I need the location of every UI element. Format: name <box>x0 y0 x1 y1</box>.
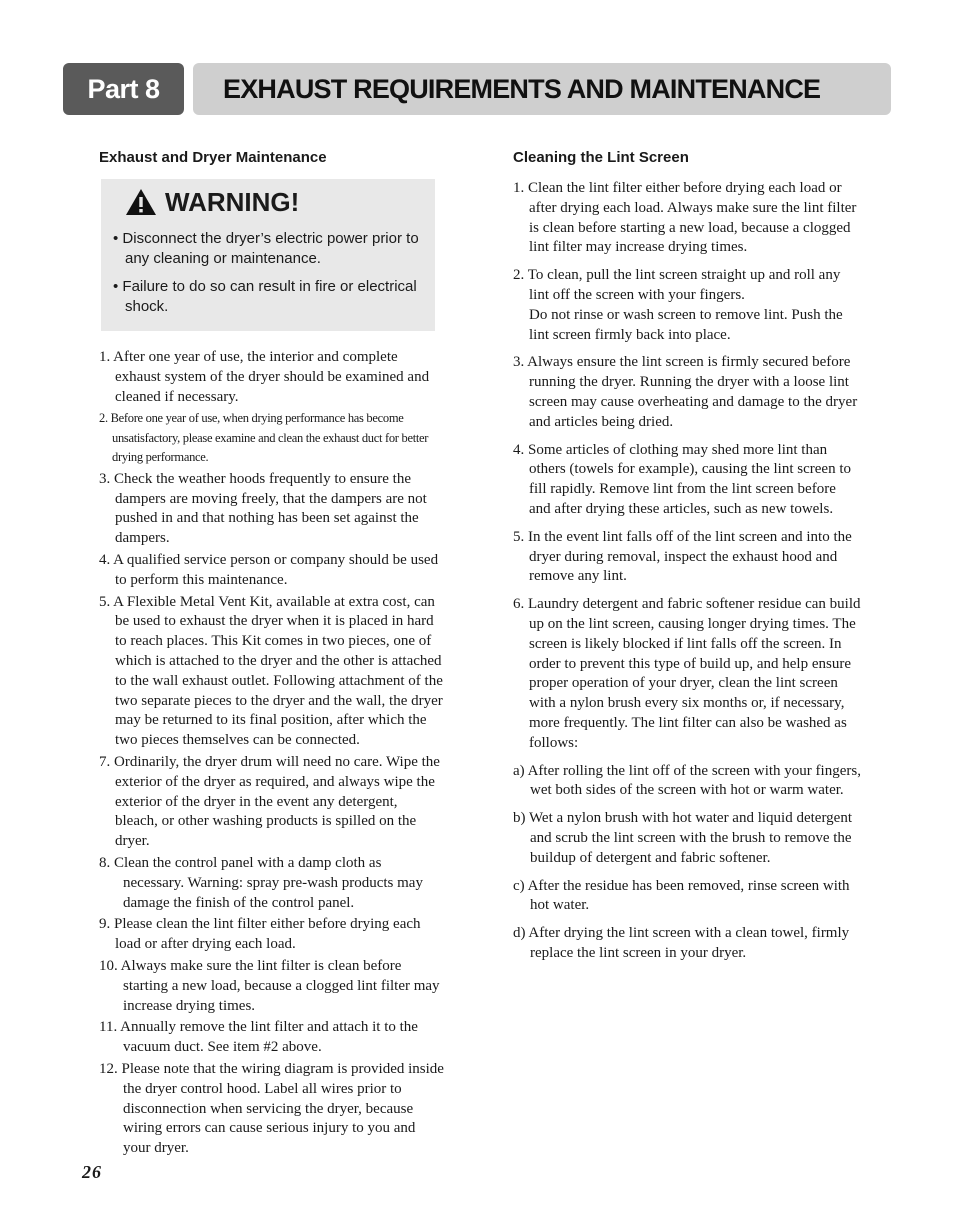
left-column <box>99 148 444 1161</box>
list-item: 9. Please clean the lint filter either before drying each load or after drying each load. <box>99 916 421 953</box>
list-item: 8. Clean the control panel with a damp cloth as necessary. Warning: spray pre-wash products may damage the finish of the control panel. <box>99 855 423 911</box>
page-title: EXHAUST REQUIREMENTS AND MAINTENANCE <box>193 63 891 115</box>
list-item: d) After drying the lint screen with a clean towel, firmly replace the lint screen in your dryer. <box>513 925 850 961</box>
warning-bullet: • Disconnect the dryer’s electric power prior to any cleaning or maintenance. <box>113 229 425 269</box>
warning-bullet: • Failure to do so can result in fire or electrical shock. <box>113 277 425 317</box>
section-heading-lint: Cleaning the Lint Screen <box>513 149 689 166</box>
section-heading-exhaust: Exhaust and Dryer Maintenance <box>99 149 327 166</box>
page-number: 26 <box>82 1162 102 1182</box>
list-item: 4. A qualified service person or company should be used to perform this maintenance. <box>99 552 439 588</box>
list-item: 1. After one year of use, the interior and complete exhaust system of the dryer should be examined and cleaned if necessary. <box>99 349 430 405</box>
right-column <box>513 148 861 972</box>
warning-title <box>113 183 425 221</box>
list-item: 3. Always ensure the lint screen is firmly secured before running the dryer. Running the dryer with a loose lint screen may cause overheating and damage to the dryer and articles being dried. <box>513 354 858 430</box>
maintenance-list <box>99 348 444 1159</box>
list-item: c) After the residue has been removed, rinse screen with hot water. <box>513 877 850 914</box>
part-label: Part 8 <box>63 63 184 115</box>
warning-triangle-icon <box>125 188 157 216</box>
list-item: 2. Before one year of use, when drying performance has become unsatisfactory, please examine and clean the exhaust duct for better drying performance. <box>99 411 429 465</box>
list-item: 10. Always make sure the lint filter is clean before starting a new load, because a clogged lint filter may increase drying times. <box>99 958 440 1014</box>
warning-list <box>113 229 425 317</box>
list-item: 5. In the event lint falls off of the lint screen and into the dryer during removal, inspect the exhaust hood and remove any lint. <box>513 528 852 585</box>
list-item: 4. Some articles of clothing may shed more lint than others (towels for example), causing the lint screen to fill rapidly. Remove lint from the lint screen before and after drying these articles, such as new towels. <box>513 441 851 517</box>
list-item: 12. Please note that the wiring diagram is provided inside the dryer control hood. Label all wires prior to disconnection when servicing the dryer, because wiring errors can cause serious injury to you and your dryer. <box>99 1061 444 1157</box>
list-item: 1. Clean the lint filter either before drying each load or after drying each load. Always make sure the lint filter is clean before starting a new load, because a clogged lint filter may increase drying times. <box>513 180 857 256</box>
lint-screen-list <box>513 179 861 964</box>
list-item-text: Do not rinse or wash screen to remove lint. Push the lint screen firmly back into place. <box>529 306 843 343</box>
list-item: 5. A Flexible Metal Vent Kit, available at extra cost, can be used to exhaust the dryer when it is placed in hard to reach places. This Kit comes in two pieces, one of which is attached to the dryer and the other is attached to the wall exhaust outlet. Following attachment of the two separate pieces to the dryer and the wall, the dryer may be returned to its final position, after which the two pieces themselves can be connected. <box>99 593 443 749</box>
list-item: 6. Laundry detergent and fabric softener residue can build up on the lint screen, causing longer drying times. The screen is likely blocked if lint falls off the screen. In order to prevent this type of build up, and help ensure proper operation of your dryer, clean the lint screen with a nylon brush every six months or, if necessary, more frequently. The lint filter can also be washed as follows: <box>513 596 861 751</box>
list-item: 11. Annually remove the lint filter and attach it to the vacuum duct. See item #2 above. <box>99 1019 418 1056</box>
list-item: b) Wet a nylon brush with hot water and liquid detergent and scrub the lint screen with the brush to remove the buildup of detergent and fabric softener. <box>513 810 853 866</box>
list-item <box>513 266 861 345</box>
list-item: 7. Ordinarily, the dryer drum will need no care. Wipe the exterior of the dryer as required, and always wipe the exterior of the dryer in the event any detergent, bleach, or other washing products is spilled on the dryer. <box>99 754 440 850</box>
warning-box <box>101 179 435 331</box>
warning-title-text: WARNING! <box>165 187 300 217</box>
list-item-text: 2. To clean, pull the lint screen straight up and roll any lint off the screen with your fingers. <box>513 267 841 303</box>
list-item: a) After rolling the lint off of the screen with your fingers, wet both sides of the screen with hot or warm water. <box>513 762 861 799</box>
list-item: 3. Check the weather hoods frequently to ensure the dampers are moving freely, that the dampers are not pushed in and that nothing has been set against the dampers. <box>99 470 427 547</box>
